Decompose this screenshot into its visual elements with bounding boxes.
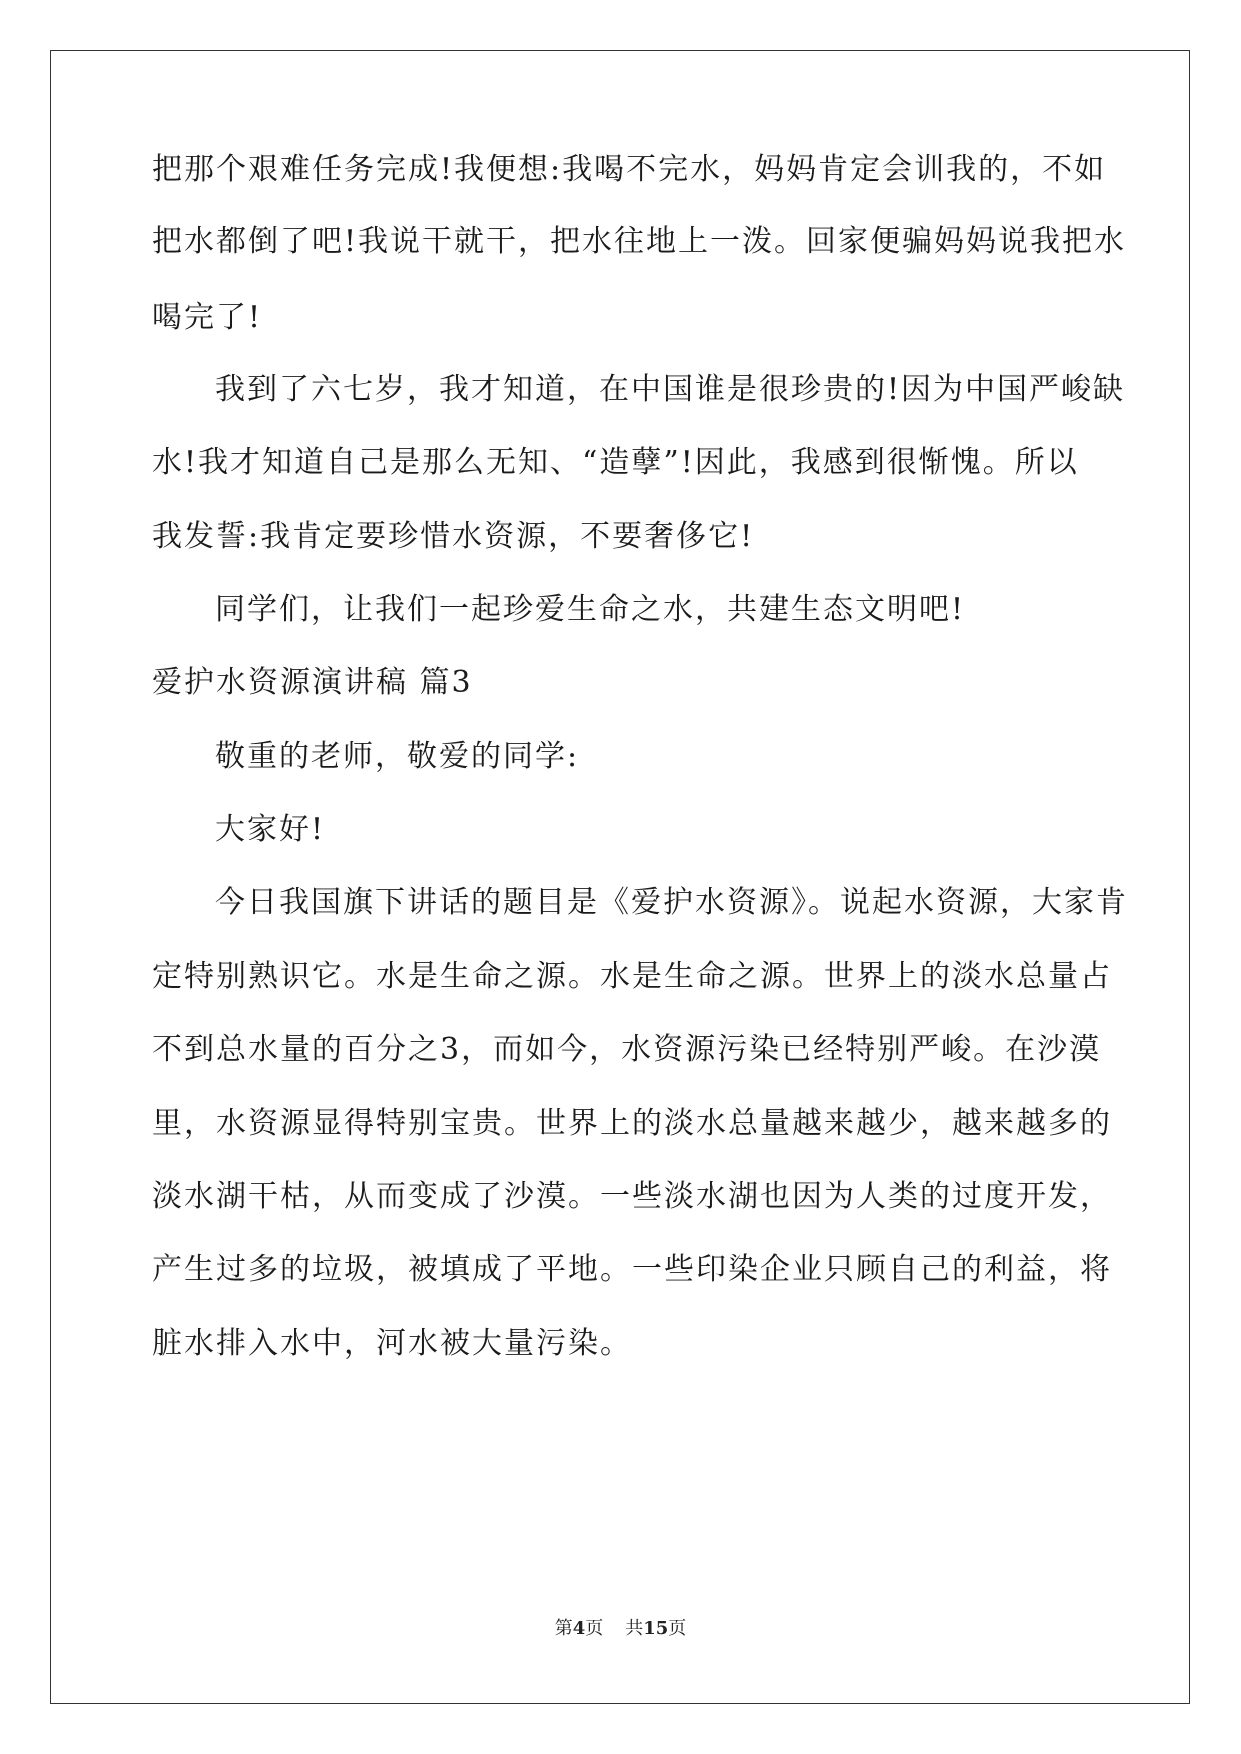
total-pages-number: 15 [643, 1618, 669, 1639]
section-heading: 爱护水资源演讲稿 篇3 [152, 665, 473, 700]
paragraph-line: 把水都倒了吧!我说干就干，把水往地上一泼。回家便骗妈妈说我把水 [152, 224, 1127, 259]
paragraph-line: 同学们，让我们一起珍爱生命之水，共建生态文明吧! [215, 592, 966, 627]
paragraph-line: 我到了六七岁，我才知道，在中国谁是很珍贵的!因为中国严峻缺 [215, 372, 1126, 407]
paragraph-line: 把那个艰难任务完成!我便想:我喝不完水，妈妈肯定会训我的，不如 [152, 152, 1107, 187]
paragraph-line: 喝完了! [152, 300, 263, 335]
paragraph-line: 产生过多的垃圾，被填成了平地。一些印染企业只顾自己的利益，将 [152, 1252, 1112, 1287]
paragraph-line: 我发誓:我肯定要珍惜水资源，不要奢侈它! [152, 519, 755, 554]
salutation: 敬重的老师，敬爱的同学: [215, 739, 580, 774]
footer-page-word: 页 [585, 1618, 604, 1639]
paragraph-line: 水!我才知道自己是那么无知、“造孽”!因此，我感到很惭愧。所以 [152, 445, 1079, 480]
paragraph-line: 不到总水量的百分之3，而如今，水资源污染已经特别严峻。在沙漠 [152, 1032, 1102, 1067]
current-page-number: 4 [572, 1618, 586, 1639]
footer-total-prefix: 共 [625, 1618, 644, 1639]
paragraph-line: 淡水湖干枯，从而变成了沙漠。一些淡水湖也因为人类的过度开发， [152, 1179, 1112, 1214]
paragraph-line: 定特别熟识它。水是生命之源。水是生命之源。世界上的淡水总量占 [152, 959, 1112, 994]
footer-prefix: 第 [554, 1618, 573, 1639]
paragraph-line: 脏水排入水中，河水被大量污染。 [152, 1326, 632, 1361]
paragraph-line: 里，水资源显得特别宝贵。世界上的淡水总量越来越少，越来越多的 [152, 1106, 1112, 1141]
footer-total-suffix: 页 [668, 1618, 687, 1639]
greeting: 大家好! [215, 812, 326, 847]
page-footer [0, 1617, 1241, 1641]
paragraph-line: 今日我国旗下讲话的题目是《爱护水资源》。说起水资源，大家肯 [215, 885, 1128, 920]
